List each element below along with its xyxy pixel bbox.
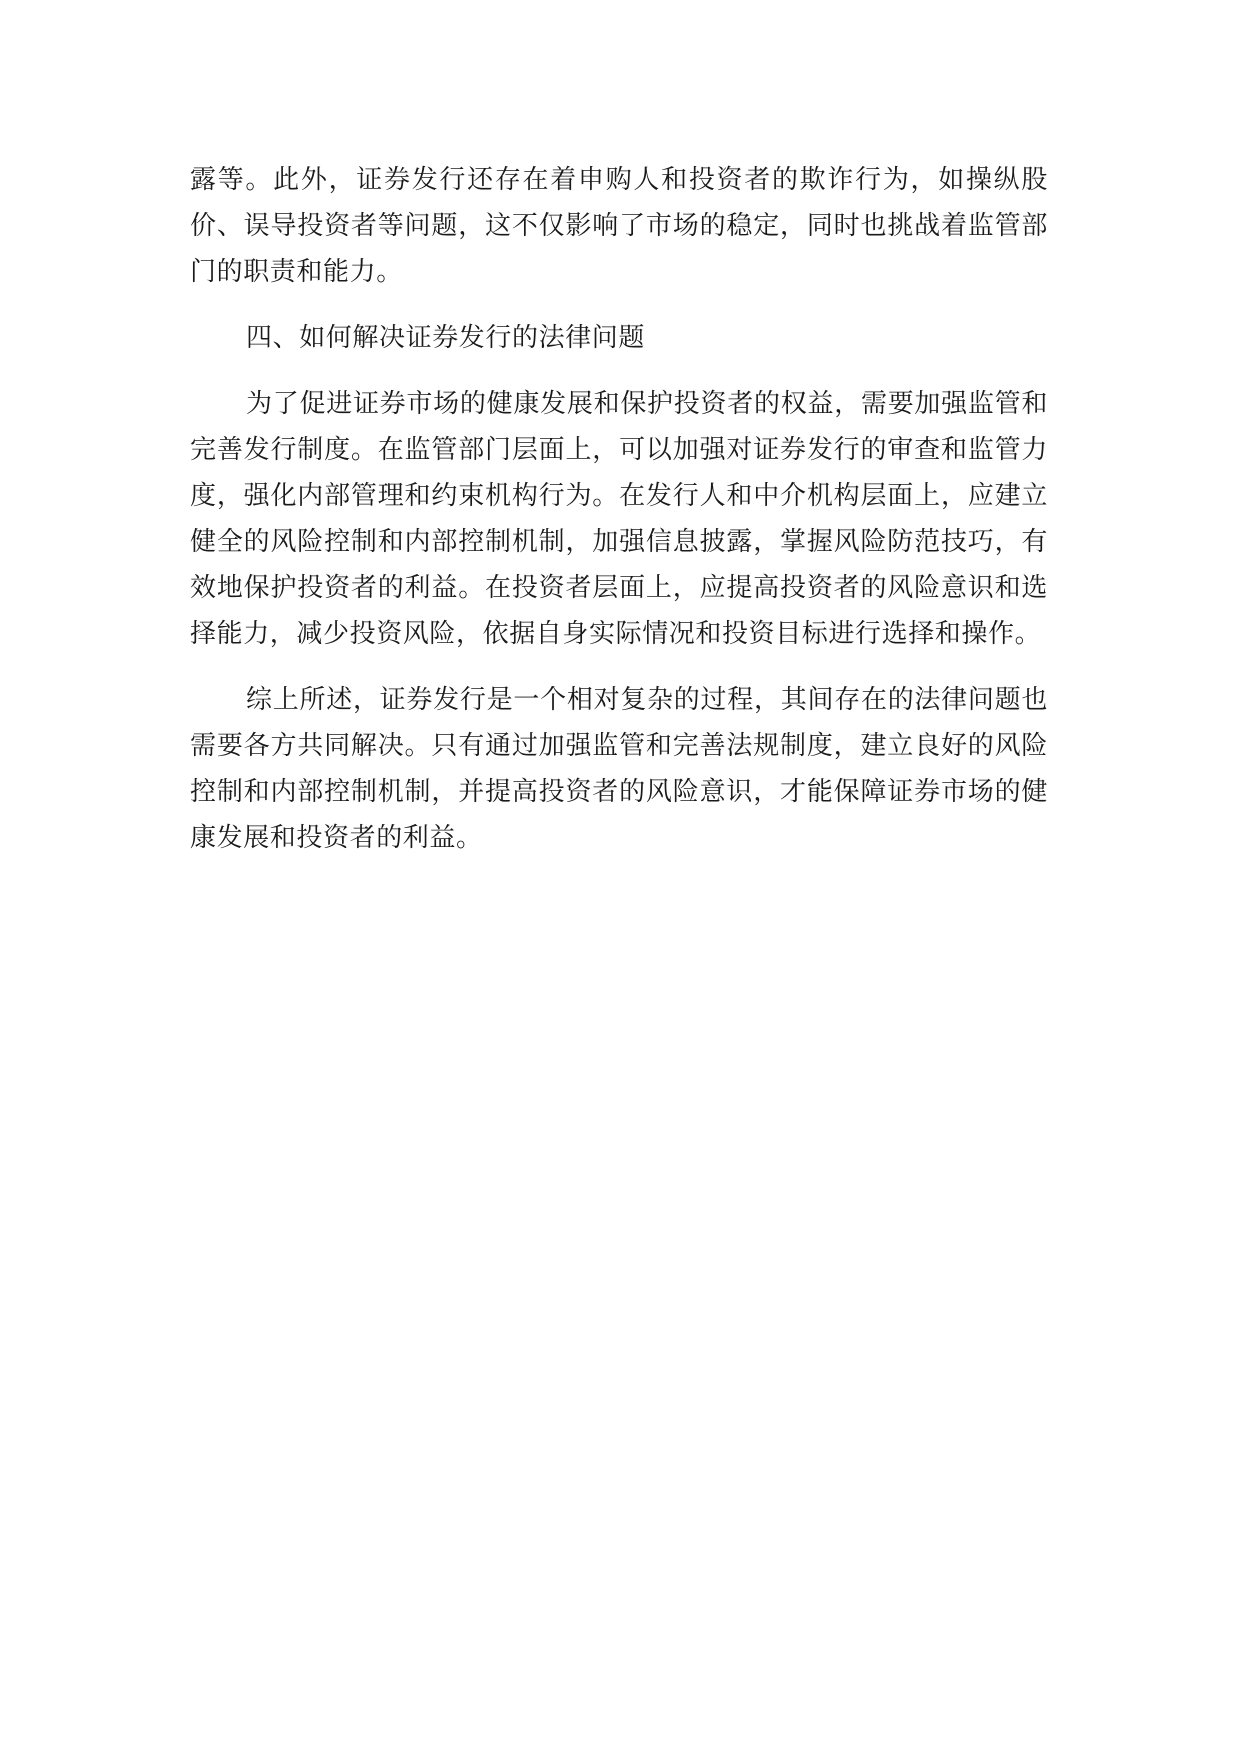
paragraph-conclusion: 综上所述，证券发行是一个相对复杂的过程，其间存在的法律问题也需要各方共同解决。只有通过加强监管和完善法规制度，建立良好的风险控制和内部控制机制，并提高投资者的风险意识，才能保障证券市场的健康发展和投资者的利益。 (190, 685, 1048, 853)
document-page (190, 157, 1048, 861)
section-heading: 四、如何解决证券发行的法律问题 (246, 323, 646, 353)
paragraph-solutions: 为了促进证券市场的健康发展和保护投资者的权益，需要加强监管和完善发行制度。在监管部门层面上，可以加强对证券发行的审查和监管力度，强化内部管理和约束机构行为。在发行人和中介机构层面上，应建立健全的风险控制和内部控制机制，加强信息披露，掌握风险防范技巧，有效地保护投资者的利益。在投资者层面上，应提高投资者的风险意识和选择能力，减少投资风险，依据自身实际情况和投资目标进行选择和操作。 (190, 389, 1048, 649)
paragraph-continued: 露等。此外，证券发行还存在着申购人和投资者的欺诈行为，如操纵股价、误导投资者等问题，这不仅影响了市场的稳定，同时也挑战着监管部门的职责和能力。 (190, 165, 1048, 287)
